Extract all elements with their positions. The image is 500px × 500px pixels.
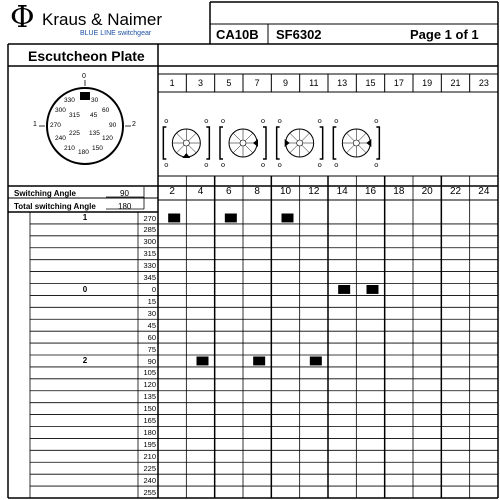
angle-value: 210 — [143, 451, 156, 461]
switching-angle-label: Switching Angle — [14, 189, 76, 198]
dial-position-0: 0 — [82, 73, 86, 80]
top-contact-number: 19 — [422, 78, 433, 88]
top-contact-number: 23 — [478, 78, 489, 88]
top-contact-number: 17 — [393, 78, 404, 88]
contact-closed-mark — [168, 214, 180, 223]
top-contact-number: 7 — [254, 78, 260, 88]
dial-label: 210 — [64, 145, 75, 152]
dial-label: 240 — [55, 135, 66, 142]
cam-symbol — [333, 120, 379, 167]
dial-label: 180 — [78, 149, 89, 156]
top-contact-number: 15 — [365, 78, 376, 88]
dial-label: 120 — [102, 135, 113, 142]
escutcheon-dial — [30, 76, 140, 176]
bottom-contact-number: 14 — [336, 186, 348, 197]
top-contact-number: 3 — [197, 78, 203, 88]
dial-position-1: 1 — [33, 121, 37, 128]
total-switching-angle-value: 180 — [118, 202, 132, 211]
top-contact-number: 1 — [169, 78, 175, 88]
top-contact-number: 11 — [309, 78, 319, 88]
angle-value: 30 — [147, 308, 156, 318]
angle-value: 75 — [147, 344, 156, 354]
position-label: 2 — [82, 356, 88, 365]
dial-label: 225 — [69, 130, 80, 137]
bottom-contact-number: 6 — [226, 186, 232, 197]
position-label: 0 — [82, 284, 88, 294]
dial-label: 330 — [64, 97, 75, 104]
dial-label: 135 — [89, 130, 100, 137]
dial-label: 300 — [55, 107, 66, 114]
angle-value: 60 — [147, 332, 156, 342]
angle-value: 150 — [143, 404, 156, 414]
dial-label: 270 — [50, 122, 61, 129]
angle-value: 195 — [143, 439, 156, 449]
contact-closed-mark — [253, 357, 265, 366]
model-number: CA10B — [216, 27, 259, 42]
cam-symbol — [277, 120, 323, 167]
contact-closed-mark — [367, 285, 379, 294]
bottom-contact-number: 2 — [169, 186, 175, 197]
angle-value: 135 — [143, 392, 156, 402]
value-boxes — [106, 187, 146, 211]
switching-angle-value: 90 — [120, 189, 129, 198]
angle-value: 120 — [143, 380, 156, 390]
escutcheon-title: Escutcheon Plate — [28, 48, 145, 64]
angle-value: 15 — [147, 296, 156, 306]
drawing-number: SF6302 — [276, 27, 322, 42]
angle-value: 345 — [143, 273, 156, 283]
total-switching-angle-label: Total switching Angle — [14, 202, 96, 211]
logo-symbol: Φ — [10, 0, 35, 35]
angle-value: 165 — [143, 416, 156, 426]
angle-value: 105 — [143, 368, 156, 378]
dial-label: 315 — [69, 112, 80, 119]
cam-symbol — [220, 120, 266, 167]
angle-value: 270 — [143, 213, 156, 223]
bottom-contact-number: 18 — [393, 186, 405, 197]
angle-value: 255 — [143, 487, 156, 497]
contact-closed-mark — [197, 357, 209, 366]
bottom-contact-number: 16 — [364, 186, 377, 197]
top-contact-number: 5 — [226, 78, 232, 88]
logo-tagline: BLUE LINE switchgear — [80, 30, 152, 37]
bottom-contact-number: 12 — [308, 186, 320, 197]
contact-closed-mark — [282, 214, 294, 223]
angle-value: 315 — [143, 249, 156, 259]
dial-position-2: 2 — [132, 121, 136, 128]
dial-label: 90 — [109, 122, 117, 129]
top-contact-number: 21 — [450, 78, 461, 88]
logo-brand: Kraus & Naimer — [42, 10, 162, 29]
bottom-contact-number: 24 — [478, 186, 490, 197]
angle-value: 180 — [143, 428, 156, 437]
bottom-contact-number: 4 — [197, 186, 204, 197]
angle-value: 240 — [143, 475, 156, 485]
angle-value: 45 — [147, 320, 156, 330]
bottom-contact-number: 8 — [254, 186, 260, 197]
angle-value: 90 — [147, 356, 156, 366]
dial-label: 150 — [92, 145, 103, 152]
dial-label: 45 — [90, 112, 98, 119]
contact-closed-mark — [338, 285, 350, 294]
top-contact-number: 13 — [337, 78, 348, 88]
angle-value: 330 — [143, 261, 156, 271]
angle-value: 225 — [143, 463, 156, 473]
angle-value: 0 — [151, 285, 156, 294]
dial-label: 60 — [102, 107, 110, 114]
top-contact-number: 9 — [282, 78, 288, 88]
bottom-contact-number: 10 — [279, 186, 292, 197]
angle-value: 300 — [143, 237, 156, 247]
page-number: Page 1 of 1 — [410, 27, 479, 42]
bottom-contact-number: 22 — [449, 186, 462, 197]
bottom-contact-number: 20 — [421, 186, 433, 197]
position-label: 1 — [82, 213, 88, 222]
angle-value: 285 — [143, 225, 156, 235]
contact-closed-mark — [310, 357, 322, 366]
contact-closed-mark — [225, 214, 237, 223]
dial-label: 30 — [91, 97, 99, 104]
logo — [10, 0, 205, 42]
cam-symbol — [163, 120, 209, 167]
